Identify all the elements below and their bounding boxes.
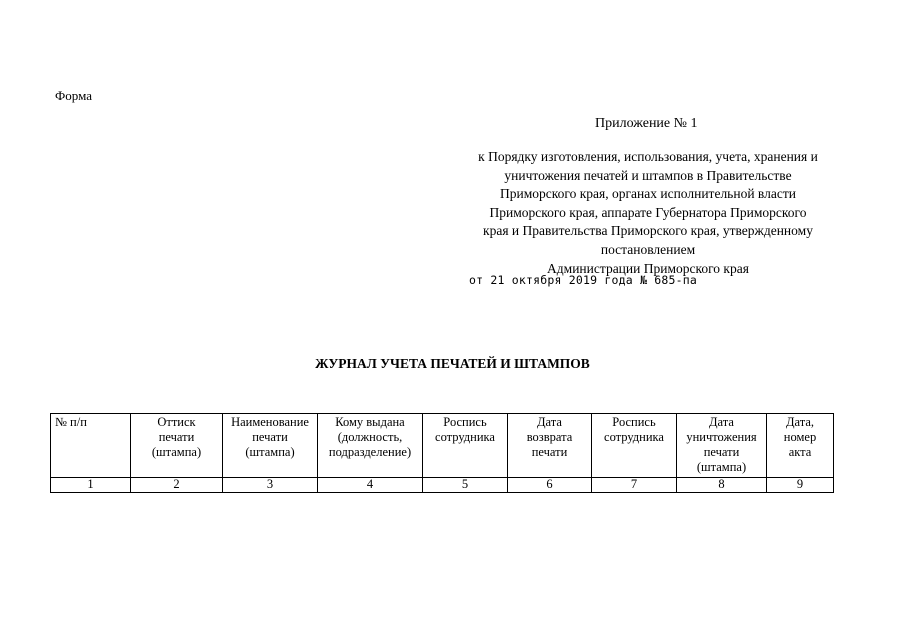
column-number: 2 bbox=[131, 478, 223, 493]
table-header-row bbox=[51, 414, 834, 478]
column-header-line: Кому выдана bbox=[335, 415, 405, 429]
column-header-line: (штампа) bbox=[245, 445, 295, 459]
column-header-line: Оттиск bbox=[157, 415, 196, 429]
column-header-line: (должность, bbox=[337, 430, 403, 444]
column-header-line: Наименование bbox=[231, 415, 309, 429]
column-header-line: (штампа) bbox=[696, 460, 747, 474]
column-header bbox=[51, 414, 131, 478]
appendix-line: уничтожения печатей и штампов в Правительстве bbox=[504, 167, 792, 183]
column-header bbox=[318, 414, 423, 478]
form-label: Форма bbox=[55, 88, 92, 103]
column-header-line: акта bbox=[788, 445, 812, 459]
appendix-description bbox=[448, 148, 848, 278]
column-number: 3 bbox=[223, 478, 318, 493]
appendix-line: Приморского края, органах исполнительной власти bbox=[500, 186, 796, 202]
column-number: 4 bbox=[318, 478, 423, 493]
column-header bbox=[131, 414, 223, 478]
column-number: 6 bbox=[508, 478, 592, 493]
appendix-line: к Порядку изготовления, использования, учета, хранения и bbox=[478, 149, 818, 164]
column-header-line: подразделение) bbox=[328, 445, 412, 459]
appendix-title: Приложение № 1 bbox=[595, 116, 698, 131]
column-number: 5 bbox=[423, 478, 508, 493]
column-header-line: печати bbox=[158, 430, 195, 444]
appendix-line: края и Правительства Приморского края, утвержденному bbox=[483, 223, 813, 239]
journal-table bbox=[50, 413, 834, 493]
column-header bbox=[592, 414, 677, 478]
column-header-line: Роспись bbox=[612, 415, 656, 429]
appendix-line: постановлением bbox=[600, 241, 696, 257]
column-header bbox=[508, 414, 592, 478]
column-header-line: Дата bbox=[537, 415, 562, 429]
journal-title: ЖУРНАЛ УЧЕТА ПЕЧАТЕЙ И ШТАМПОВ bbox=[315, 356, 590, 371]
column-number: 1 bbox=[51, 478, 131, 493]
column-header-line: возврата bbox=[526, 430, 573, 444]
appendix-line: Администрации Приморского края bbox=[547, 260, 749, 276]
appendix-line: Приморского края, аппарате Губернатора Приморского bbox=[489, 204, 807, 220]
column-header-line: № п/п bbox=[55, 415, 87, 429]
column-header-line: уничтожения bbox=[686, 430, 757, 444]
column-header bbox=[767, 414, 834, 478]
column-header bbox=[423, 414, 508, 478]
column-header-line: печати bbox=[703, 445, 740, 459]
column-header-line: сотрудника bbox=[604, 430, 664, 444]
column-header-line: Дата, номер bbox=[783, 415, 817, 444]
column-header-line: Дата bbox=[709, 415, 734, 429]
column-header bbox=[677, 414, 767, 478]
column-header-line: сотрудника bbox=[435, 430, 495, 444]
column-number: 7 bbox=[592, 478, 677, 493]
column-header-line: Роспись bbox=[443, 415, 487, 429]
column-number: 8 bbox=[677, 478, 767, 493]
column-header bbox=[223, 414, 318, 478]
column-number: 9 bbox=[767, 478, 834, 493]
column-header-line: печати bbox=[531, 445, 568, 459]
column-header-line: печати bbox=[252, 430, 288, 444]
decree-reference: от 21 октября 2019 года № 685-па bbox=[469, 273, 697, 287]
column-header-line: (штампа) bbox=[151, 445, 202, 459]
column-number-row bbox=[51, 478, 834, 493]
